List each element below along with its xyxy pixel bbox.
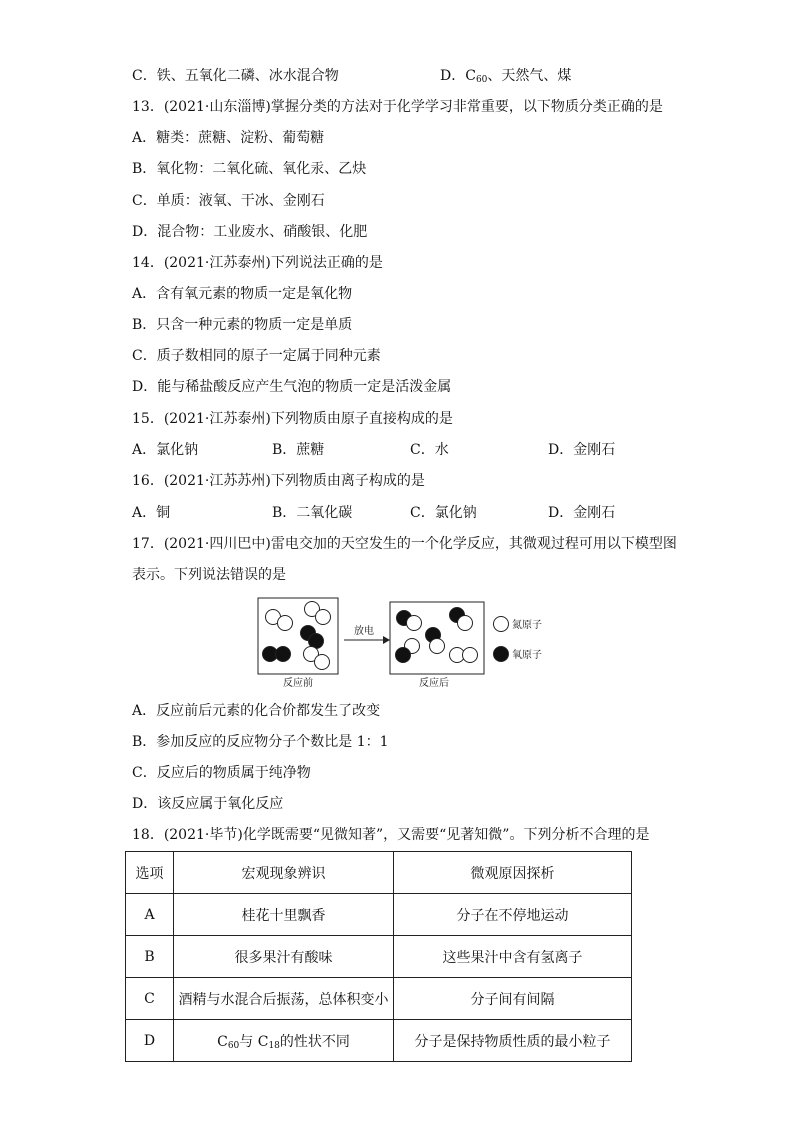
- oxygen-atom-legend-icon: [494, 647, 509, 662]
- q15-option-c: C．水: [410, 442, 449, 458]
- q14-option-d: D．能与稀盐酸反应产生气泡的物质一定是活泼金属: [132, 379, 452, 395]
- q16-stem: 16．(2021·江苏苏州)下列物质由离子构成的是: [132, 473, 425, 489]
- q15-stem: 15．(2021·江苏泰州)下列物质由原子直接构成的是: [132, 411, 453, 427]
- row-c-macro: 酒精与水混合后振荡，总体积变小: [174, 978, 394, 1020]
- reaction-model-diagram: [256, 596, 556, 691]
- q15-option-d: D．金刚石: [548, 442, 616, 458]
- row-a-option: A: [126, 894, 174, 936]
- q18-table: [125, 851, 632, 1062]
- row-a-macro: 桂花十里飘香: [174, 894, 394, 936]
- q17-option-a: A．反应前后元素的化合价都发生了改变: [132, 703, 381, 719]
- table-row: [126, 1020, 632, 1062]
- header-micro: 微观原因探析: [394, 852, 632, 894]
- q16-option-d: D．金刚石: [548, 505, 616, 521]
- table-header-row: [126, 852, 632, 894]
- q14-stem: 14．(2021·江苏泰州)下列说法正确的是: [132, 255, 383, 271]
- header-option: 选项: [126, 852, 174, 894]
- q14-option-c: C．质子数相同的原子一定属于同种元素: [132, 348, 381, 364]
- q13-stem: 13．(2021·山东淄博)掌握分类的方法对于化学学习非常重要，以下物质分类正确的是: [132, 99, 663, 115]
- row-d-option: D: [126, 1020, 174, 1062]
- row-c-micro: 分子间有间隔: [394, 978, 632, 1020]
- q16-option-b: B．二氧化碳: [272, 505, 353, 521]
- q12-option-d: D．$C_{60}$、天然气、煤: [440, 68, 572, 85]
- q14-option-a: A．含有氧元素的物质一定是氧化物: [132, 286, 353, 302]
- row-c-option: C: [126, 978, 174, 1020]
- row-b-macro: 很多果汁有酸味: [174, 936, 394, 978]
- legend-oxygen-label: 氧原子: [512, 650, 542, 661]
- q17-stem-line2: 表示。下列说法错误的是: [132, 567, 286, 583]
- q14-option-b: B．只含一种元素的物质一定是单质: [132, 317, 353, 333]
- q16-option-a: A．铜: [132, 505, 171, 521]
- table-row: [126, 936, 632, 978]
- row-b-micro: 这些果汁中含有氢离子: [394, 936, 632, 978]
- q15-option-a: A．氯化钠: [132, 442, 199, 458]
- before-label: 反应前: [283, 678, 313, 689]
- q17-option-c: C．反应后的物质属于纯净物: [132, 765, 311, 781]
- q17-option-b: B．参加反应的反应物分子个数比是 1：1: [132, 734, 389, 750]
- table-row: [126, 978, 632, 1020]
- nitrogen-atom-legend-icon: [494, 617, 509, 632]
- table-row: [126, 894, 632, 936]
- row-b-option: B: [126, 936, 174, 978]
- q12-option-c: C．铁、五氧化二磷、冰水混合物: [132, 68, 339, 84]
- q13-option-a: A．糖类：蔗糖、淀粉、葡萄糖: [132, 130, 325, 146]
- q13-option-d: D．混合物：工业废水、硝酸银、化肥: [132, 224, 368, 240]
- row-d-micro: 分子是保持物质性质的最小粒子: [394, 1020, 632, 1062]
- q13-option-b: B．氧化物：二氧化硫、氧化汞、乙炔: [132, 161, 367, 177]
- row-a-micro: 分子在不停地运动: [394, 894, 632, 936]
- q15-option-b: B．蔗糖: [272, 442, 325, 458]
- q17-stem-line1: 17．(2021·四川巴中)雷电交加的天空发生的一个化学反应，其微观过程可用以下模型图: [132, 536, 677, 552]
- legend-nitrogen-label: 氮原子: [512, 620, 542, 631]
- q13-option-c: C．单质：液氧、干冰、金刚石: [132, 193, 325, 209]
- q16-option-c: C．氯化钠: [410, 505, 477, 521]
- q17-option-d: D．该反应属于氧化反应: [132, 796, 284, 812]
- row-d-macro: $C_{60}$与 $C_{18}$的性状不同: [174, 1020, 394, 1062]
- q18-stem: 18．(2021·毕节)化学既需要“见微知著”，又需要“见著知微”。下列分析不合理的是: [132, 827, 650, 843]
- arrow-label: 放电: [354, 626, 374, 637]
- after-label: 反应后: [419, 678, 449, 689]
- header-macro: 宏观现象辨识: [174, 852, 394, 894]
